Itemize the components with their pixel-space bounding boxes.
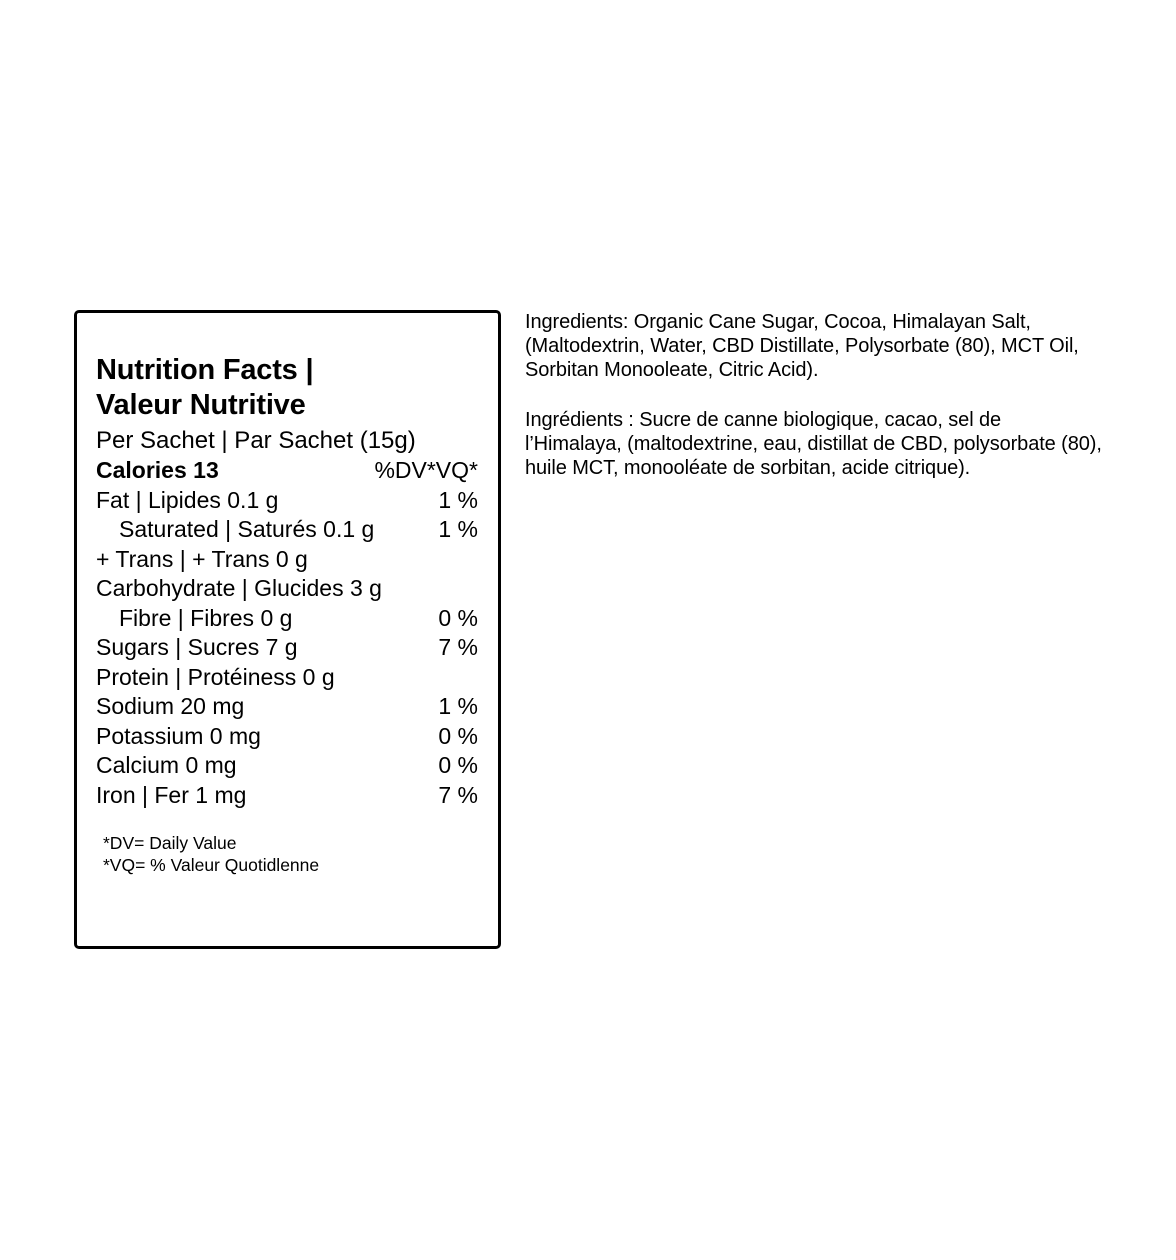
- nutrition-facts-panel: [74, 310, 501, 949]
- nutrient-row-sugars: [96, 633, 478, 663]
- nutrient-label: + Trans | + Trans 0 g: [96, 545, 308, 572]
- footnotes: [96, 832, 478, 876]
- nutrient-dv-value: 1 %: [438, 486, 478, 513]
- nutrient-label: Sodium 20 mg: [96, 693, 245, 719]
- nutrient-label: Fibre | Fibres 0 g: [119, 604, 293, 631]
- nutrient-row-fibre: [96, 604, 478, 634]
- nutrient-row-saturated: [96, 515, 478, 545]
- nutrient-row-calcium: [96, 751, 478, 781]
- calories-header-row: [96, 456, 478, 486]
- nutrient-row-sodium: [96, 692, 478, 722]
- nutrient-label: Sugars | Sucres 7 g: [96, 634, 298, 660]
- ingredients-english: Ingredients: Organic Cane Sugar, Cocoa, Himalayan Salt, (Maltodextrin, Water, CBD Distillate, Polysorbate (80), MCT Oil, Sorbitan Monooleate, Citric Acid).: [525, 311, 1079, 381]
- nutrient-label: Carbohydrate | Glucides 3 g: [96, 575, 382, 601]
- nutrient-dv-value: 7 %: [438, 634, 478, 660]
- ingredients-french: Ingrédients : Sucre de canne biologique, cacao, sel de l’Himalaya, (maltodextrine, eau, distillat de CBD, polysorbate (80), huile MCT, monooléate de sorbitan, acide citrique).: [525, 409, 1102, 479]
- panel-title-line-en: Nutrition Facts |: [96, 354, 314, 386]
- nutrient-rows: [96, 486, 478, 811]
- nutrient-label: Calcium 0 mg: [96, 752, 237, 778]
- nutrient-row-iron: [96, 781, 478, 811]
- nutrient-label: Potassium 0 mg: [96, 722, 261, 749]
- nutrient-row-potassium: [96, 722, 478, 752]
- calories-value: Calories 13: [96, 457, 219, 483]
- nutrient-dv-value: 1 %: [438, 516, 478, 542]
- nutrient-dv-value: 7 %: [438, 781, 478, 808]
- nutrient-label: Protein | Protéiness 0 g: [96, 663, 335, 690]
- panel-title-line-fr: Valeur Nutritive: [96, 389, 306, 421]
- nutrient-row-fat: [96, 486, 478, 516]
- dv-vq-header: %DV*VQ*: [374, 457, 478, 483]
- footnote-vq: *VQ= % Valeur Quotidlenne: [103, 855, 320, 875]
- nutrient-dv-value: 0 %: [438, 722, 478, 749]
- ingredients-section: [525, 310, 1103, 480]
- nutrient-dv-value: 0 %: [438, 752, 478, 778]
- nutrient-label: Saturated | Saturés 0.1 g: [119, 516, 375, 542]
- footnote-dv: *DV= Daily Value: [103, 833, 237, 853]
- nutrient-label: Iron | Fer 1 mg: [96, 781, 247, 808]
- nutrient-dv-value: 0 %: [438, 604, 478, 631]
- nutrient-label: Fat | Lipides 0.1 g: [96, 486, 279, 513]
- panel-title: [96, 353, 478, 423]
- serving-size-line: Per Sachet | Par Sachet (15g): [96, 427, 416, 454]
- nutrient-dv-value: 1 %: [438, 693, 478, 719]
- nutrient-row-carbohydrate: [96, 574, 478, 604]
- nutrient-row-trans: [96, 545, 478, 575]
- nutrient-row-protein: [96, 663, 478, 693]
